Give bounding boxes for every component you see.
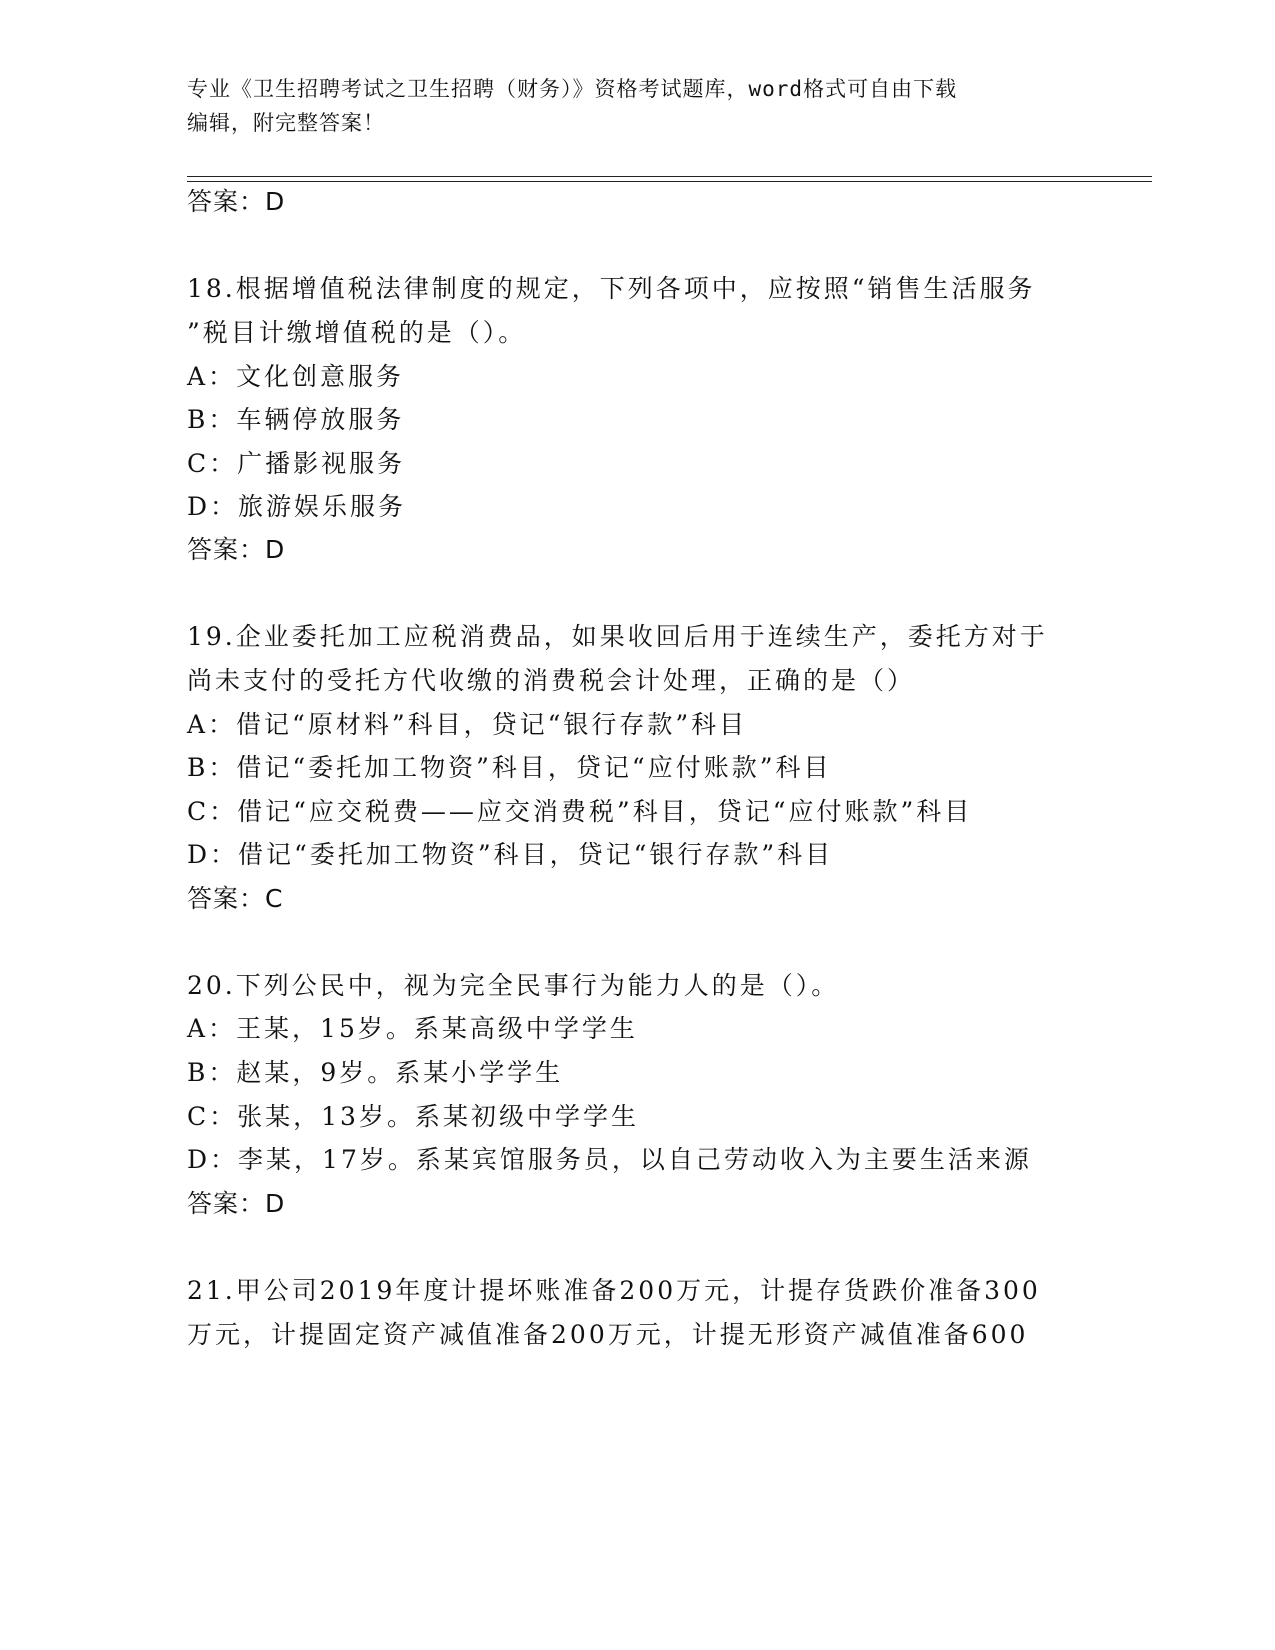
previous-answer: 答案：D — [187, 187, 286, 216]
question-20-option-c: C：张某，13岁。系某初级中学学生 — [187, 1102, 639, 1131]
question-18-option-d: D：旅游娱乐服务 — [187, 492, 407, 521]
question-19-answer: 答案：C — [187, 884, 284, 913]
question-20-option-b: B：赵某，9岁。系某小学学生 — [187, 1058, 564, 1087]
question-18-answer: 答案：D — [187, 535, 286, 564]
question-18-stem-line-2: ”税目计缴增值税的是（）。 — [187, 318, 527, 347]
question-20-option-d: D：李某，17岁。系某宾馆服务员，以自己劳动收入为主要生活来源 — [187, 1145, 1032, 1174]
question-19-stem-line-1: 19.企业委托加工应税消费品，如果收回后用于连续生产，委托方对于 — [187, 622, 1048, 651]
question-18-option-c: C：广播影视服务 — [187, 449, 406, 478]
header-divider-top — [187, 176, 1152, 177]
question-19-stem-line-2: 尚未支付的受托方代收缴的消费税会计处理，正确的是（） — [187, 666, 916, 695]
question-21-stem-line-1: 21.甲公司2019年度计提坏账准备200万元，计提存货跌价准备300 — [187, 1276, 1041, 1305]
question-20-stem-line-1: 20.下列公民中，视为完全民事行为能力人的是（）。 — [187, 971, 840, 1000]
question-19-option-b: B：借记“委托加工物资”科目，贷记“应付账款”科目 — [187, 753, 832, 782]
question-19-option-d: D：借记“委托加工物资”科目，贷记“银行存款”科目 — [187, 840, 834, 869]
question-19-option-c: C：借记“应交税费——应交消费税”科目，贷记“应付账款”科目 — [187, 797, 973, 826]
question-18-stem-line-1: 18.根据增值税法律制度的规定，下列各项中，应按照“销售生活服务 — [187, 274, 1036, 303]
question-18-option-a: A：文化创意服务 — [187, 362, 405, 391]
document-header — [187, 72, 1067, 140]
question-20-option-a: A：王某，15岁。系某高级中学学生 — [187, 1014, 638, 1043]
header-divider-bottom — [187, 181, 1152, 182]
question-21-stem-line-2: 万元，计提固定资产减值准备200万元，计提无形资产减值准备600 — [187, 1320, 1029, 1349]
header-line-1: 专业《卫生招聘考试之卫生招聘（财务）》资格考试题库，word格式可自由下载 — [187, 77, 958, 101]
question-19-option-a: A：借记“原材料”科目，贷记“银行存款”科目 — [187, 710, 748, 739]
question-18-option-b: B：车辆停放服务 — [187, 405, 405, 434]
header-line-2: 编辑，附完整答案！ — [187, 111, 385, 135]
question-20-answer: 答案：D — [187, 1189, 286, 1218]
